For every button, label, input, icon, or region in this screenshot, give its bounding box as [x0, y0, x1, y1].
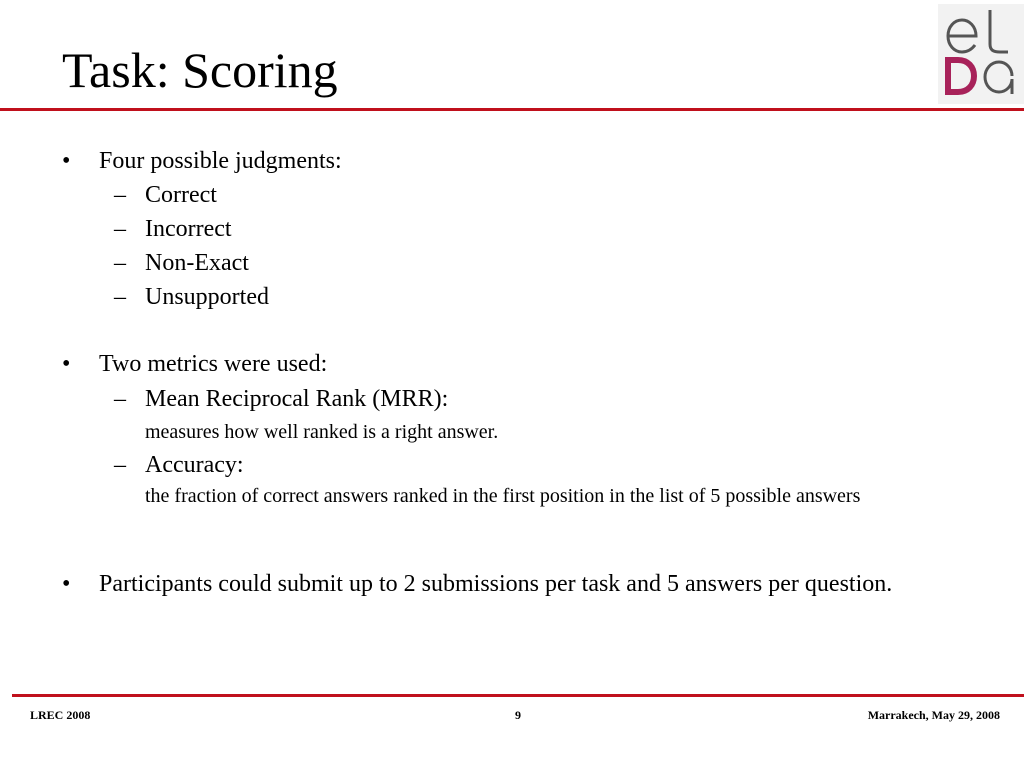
sub-bullet-text: Correct: [145, 182, 217, 208]
sub-bullet-item: [114, 181, 217, 209]
sub-bullet-marker: –: [114, 386, 126, 412]
bullet-item: [62, 570, 979, 598]
elda-logo-graphic: [938, 4, 1024, 104]
bullet-marker: •: [62, 571, 71, 597]
sub-bullet-marker: –: [114, 250, 126, 276]
bullet-marker: •: [62, 148, 71, 174]
sub-bullet-item: [114, 451, 244, 479]
footer-divider: [12, 694, 1024, 697]
sub-bullet-note: measures how well ranked is a right answer.: [145, 421, 499, 443]
sub-bullet-note: the fraction of correct answers ranked in the first position in the list of 5 possible answers: [145, 485, 861, 507]
footer-page-number: 9: [515, 708, 521, 722]
sub-bullet-marker: –: [114, 182, 126, 208]
sub-bullet-text: Mean Reciprocal Rank (MRR):: [145, 386, 449, 412]
sub-bullet-text: Unsupported: [145, 284, 269, 310]
footer-conference: LREC 2008: [30, 708, 91, 722]
sub-bullet-item: [114, 283, 269, 311]
title-divider: [0, 108, 1024, 111]
bullet-marker: •: [62, 351, 71, 377]
bullet-item: [62, 147, 342, 175]
sub-bullet-item: [114, 385, 449, 413]
footer-location-date: Marrakech, May 29, 2008: [867, 708, 1000, 722]
elda-logo: [938, 4, 1024, 104]
sub-bullet-marker: –: [114, 452, 126, 478]
sub-bullet-text: Accuracy:: [145, 452, 244, 478]
sub-bullet-item: [114, 249, 249, 277]
bullet-text: Four possible judgments:: [99, 148, 342, 174]
bullet-text: Participants could submit up to 2 submissions per task and 5 answers per question.: [99, 571, 893, 597]
sub-bullet-text: Non-Exact: [145, 250, 249, 276]
sub-bullet-marker: –: [114, 216, 126, 242]
sub-bullet-item: [114, 215, 232, 243]
bullet-item: [62, 350, 328, 378]
bullet-text: Two metrics were used:: [99, 351, 328, 377]
sub-bullet-text: Incorrect: [145, 216, 232, 242]
slide-title: Task: Scoring: [62, 42, 338, 98]
sub-bullet-marker: –: [114, 284, 126, 310]
